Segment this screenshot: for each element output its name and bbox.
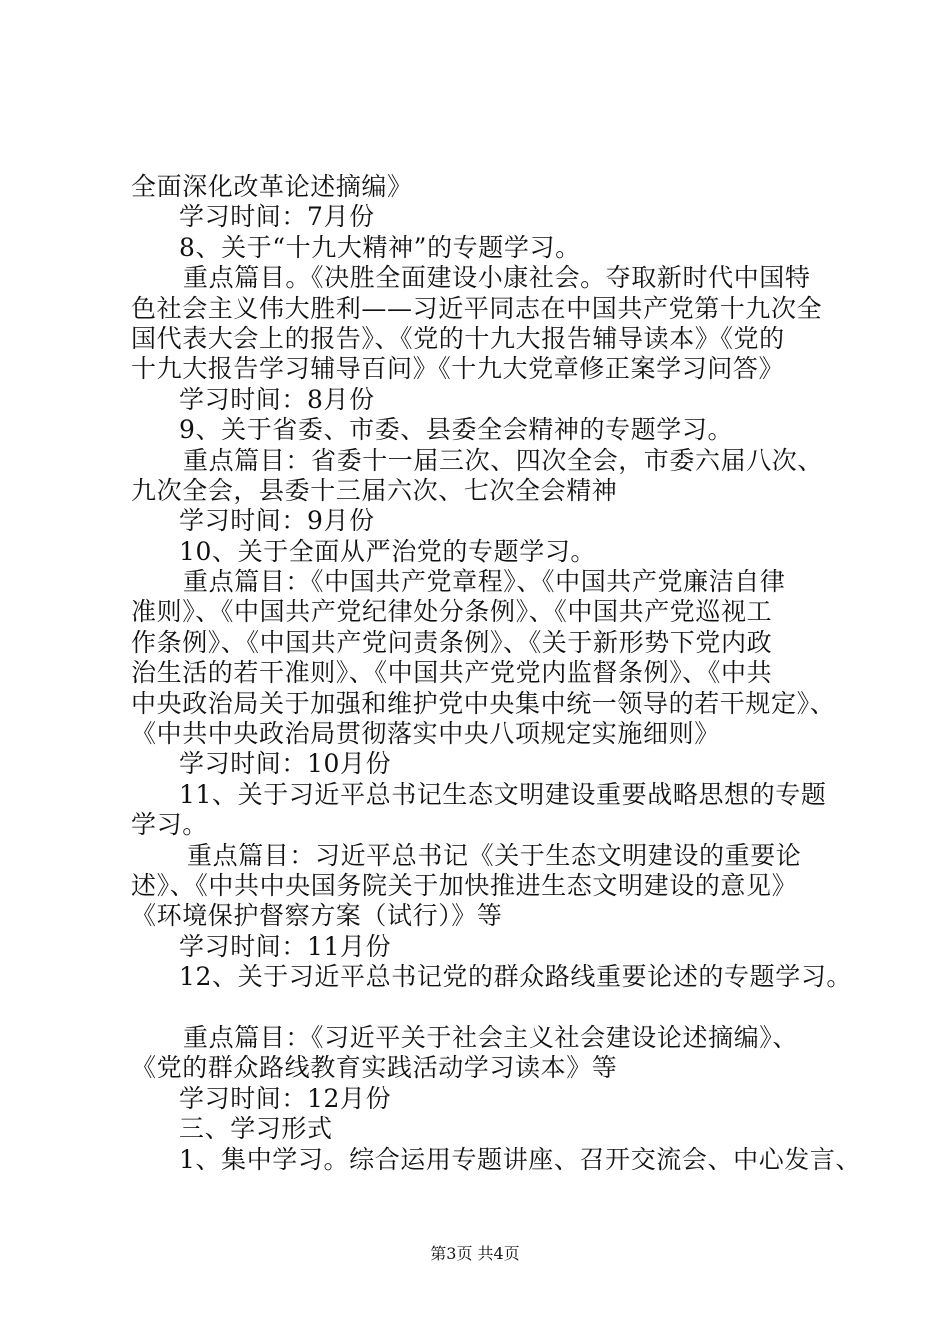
blank-line: [131, 993, 841, 1023]
text-line: 学习。: [131, 810, 208, 840]
text-line: 学习时间：10月份: [179, 749, 392, 779]
text-line: 述》、《中共中央国务院关于加快推进生态文明建设的意见》: [131, 870, 798, 900]
document-body: [131, 172, 862, 1175]
text-line: 1、集中学习。综合运用专题讲座、召开交流会、中心发言、: [179, 1144, 862, 1174]
text-line: 学习时间：12月份: [179, 1083, 392, 1113]
text-line: 学习时间：11月份: [179, 931, 392, 961]
text-line: 重点篇目。《决胜全面建设小康社会。夺取新时代中国特: [183, 263, 811, 293]
text-line: 11、关于习近平总书记生态文明建设重要战略思想的专题: [179, 779, 827, 809]
text-line: 重点篇目：习近平总书记《关于生态文明建设的重要论: [187, 840, 802, 870]
text-line: 中央政治局关于加强和维护党中央集中统一领导的若干规定》、: [131, 688, 836, 718]
text-line: 国代表大会上的报告》、《党的十九大报告辅导读本》《党的: [131, 323, 785, 353]
text-line: 色社会主义伟大胜利——习近平同志在中国共产党第十九次全: [131, 293, 823, 323]
text-line: 重点篇目：《习近平关于社会主义社会建设论述摘编》、: [183, 1022, 799, 1052]
text-line: 重点篇目：《中国共产党章程》、《中国共产党廉洁自律: [183, 567, 786, 597]
text-line: 准则》、《中国共产党纪律处分条例》、《中国共产党巡视工: [131, 597, 773, 627]
text-line: 九次全会，县委十三届六次、七次全会精神: [131, 475, 618, 505]
text-line: 10、关于全面从严治党的专题学习。: [179, 536, 597, 566]
text-line: 8、关于“十九大精神”的专题学习。: [179, 232, 581, 262]
text-line: 学习时间：7月份: [179, 202, 375, 232]
text-line: 9、关于省委、市委、县委全会精神的专题学习。: [179, 415, 734, 445]
text-line: 十九大报告学习辅导百问》《十九大党章修正案学习问答》: [131, 354, 785, 384]
text-line: 《党的群众路线教育实践活动学习读本》等: [131, 1053, 618, 1083]
text-line: 《中共中央政治局贯彻落实中央八项规定实施细则》: [131, 719, 720, 749]
text-line: 作条例》、《中国共产党问责条例》、《关于新形势下党内政: [131, 627, 773, 657]
text-line: 三、学习形式: [179, 1114, 333, 1144]
text-line: 《环境保护督察方案（试行）》等: [131, 901, 503, 931]
text-line: 全面深化改革论述摘编》: [131, 172, 413, 201]
text-line: 学习时间：9月份: [179, 506, 375, 536]
page-footer: 第3页 共4页: [430, 1244, 520, 1263]
text-line: 12、关于习近平总书记党的群众路线重要论述的专题学习。: [179, 962, 853, 992]
text-line: 重点篇目：省委十一届三次、四次全会，市委六届八次、: [183, 445, 824, 475]
text-line: 学习时间：8月份: [179, 384, 375, 414]
text-line: 治生活的若干准则》、《中国共产党党内监督条例》、《中共: [131, 658, 773, 688]
